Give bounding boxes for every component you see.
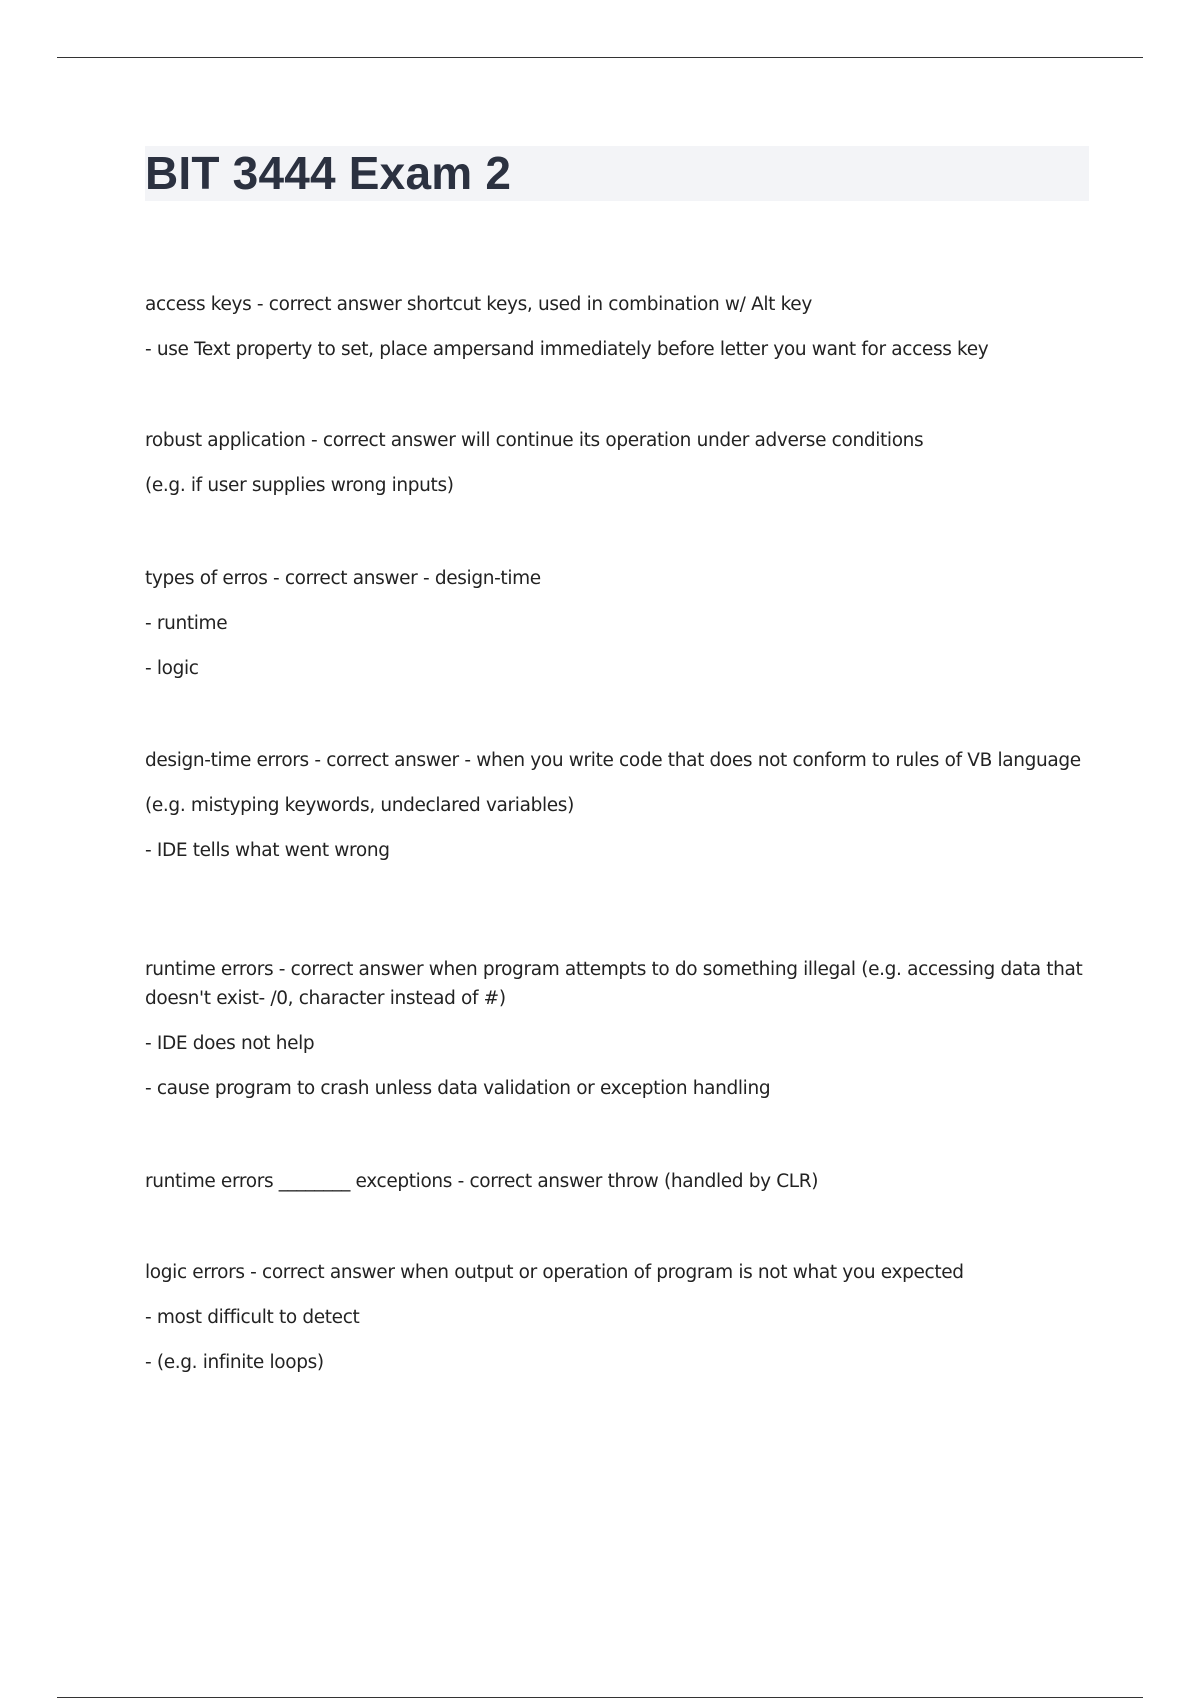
document-title: BIT 3444 Exam 2 [145, 147, 512, 199]
card-detail-line: (e.g. if user supplies wrong inputs) [145, 475, 454, 496]
card-detail-line: - use Text property to set, place ampersand immediately before letter you want for access key [145, 339, 989, 360]
flashcard-runtime-exceptions [145, 1167, 1095, 1212]
card-detail-line: - cause program to crash unless data validation or exception handling [145, 1078, 771, 1099]
flashcard-robust-application [145, 426, 1095, 516]
card-term-line: access keys - correct answer shortcut keys, used in combination w/ Alt key [145, 294, 812, 315]
card-term-line: types of erros - correct answer - design-time [145, 568, 541, 589]
card-detail-line: - runtime [145, 613, 228, 634]
card-term-line: runtime errors ________ exceptions - correct answer throw (handled by CLR) [145, 1171, 819, 1192]
flashcard-types-of-errors [145, 564, 1095, 699]
flashcard-design-time-errors [145, 746, 1095, 881]
flashcard-logic-errors [145, 1258, 1095, 1393]
card-detail-line: - IDE does not help [145, 1033, 315, 1054]
bottom-divider [57, 1697, 1143, 1698]
card-term-line: robust application - correct answer will continue its operation under adverse conditions [145, 430, 924, 451]
flashcard-access-keys [145, 290, 1095, 380]
card-term-line: design-time errors - correct answer - when you write code that does not conform to rules of VB language [145, 750, 1081, 771]
card-detail-line: (e.g. mistyping keywords, undeclared variables) [145, 795, 574, 816]
flashcard-runtime-errors [145, 955, 1095, 1119]
card-detail-line: - most difficult to detect [145, 1307, 360, 1328]
card-detail-line: - logic [145, 658, 199, 679]
top-divider [57, 57, 1143, 58]
card-detail-line: - (e.g. infinite loops) [145, 1352, 324, 1373]
card-term-line: logic errors - correct answer when output or operation of program is not what you expected [145, 1262, 964, 1283]
card-term-line: runtime errors - correct answer when program attempts to do something illegal (e.g. accessing data that doesn't exist- /0, character instead of #) [145, 959, 1083, 1009]
card-detail-line: - IDE tells what went wrong [145, 840, 390, 861]
